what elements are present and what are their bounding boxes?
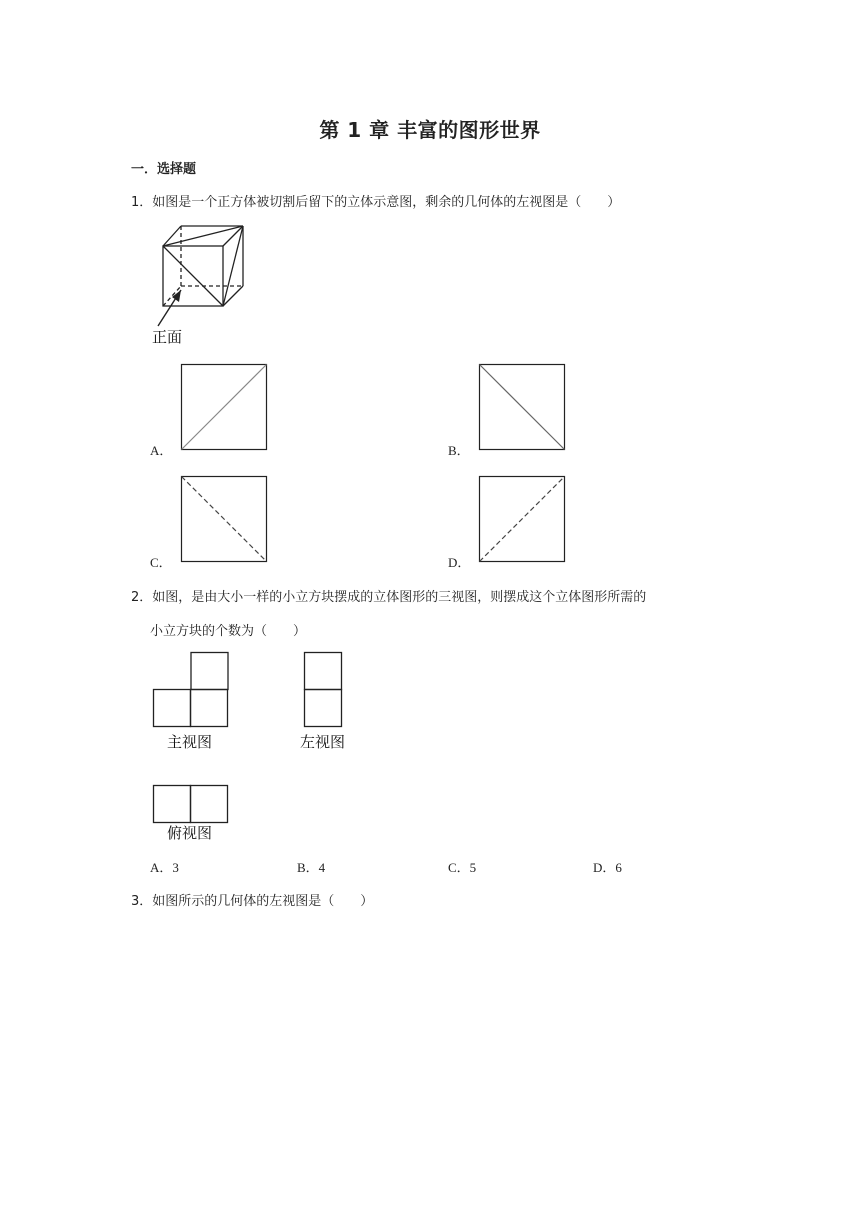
- front-direction-label: 正面: [152, 328, 183, 346]
- top-view-figure: [153, 785, 229, 825]
- question-2-stem-line-2: 小立方块的个数为（ ）: [150, 624, 307, 639]
- q2-option-d[interactable]: D．6: [593, 860, 622, 875]
- question-1-stem: 1．如图是一个正方体被切割后留下的立体示意图，剩余的几何体的左视图是（ ）: [131, 195, 621, 210]
- q2-option-c[interactable]: C．5: [448, 860, 477, 875]
- section-heading: 一．选择题: [131, 162, 197, 177]
- q1-option-c-label[interactable]: C．: [150, 555, 172, 570]
- front-view-figure: [153, 652, 229, 728]
- page-title: 第 1 章 丰富的图形世界: [319, 118, 541, 142]
- top-view-label: 俯视图: [167, 824, 213, 842]
- q2-option-b[interactable]: B．4: [297, 860, 326, 875]
- q1-option-b-label[interactable]: B．: [448, 443, 470, 458]
- question-3-stem: 3．如图所示的几何体的左视图是（ ）: [131, 894, 374, 909]
- q1-option-d-figure: [479, 476, 565, 562]
- cut-cube-figure: [155, 220, 255, 320]
- left-view-figure: [304, 652, 344, 728]
- q1-option-a-label[interactable]: A．: [150, 443, 173, 458]
- q1-option-c-figure: [181, 476, 267, 562]
- q1-option-b-figure: [479, 364, 565, 450]
- q2-option-a[interactable]: A．3: [150, 860, 179, 875]
- question-2-stem-line-1: 2．如图，是由大小一样的小立方块摆成的立体图形的三视图，则摆成这个立体图形所需的: [131, 590, 647, 605]
- q1-option-a-figure: [181, 364, 267, 450]
- front-view-label: 主视图: [167, 733, 213, 751]
- left-view-label: 左视图: [300, 733, 346, 751]
- q1-option-d-label[interactable]: D．: [448, 555, 471, 570]
